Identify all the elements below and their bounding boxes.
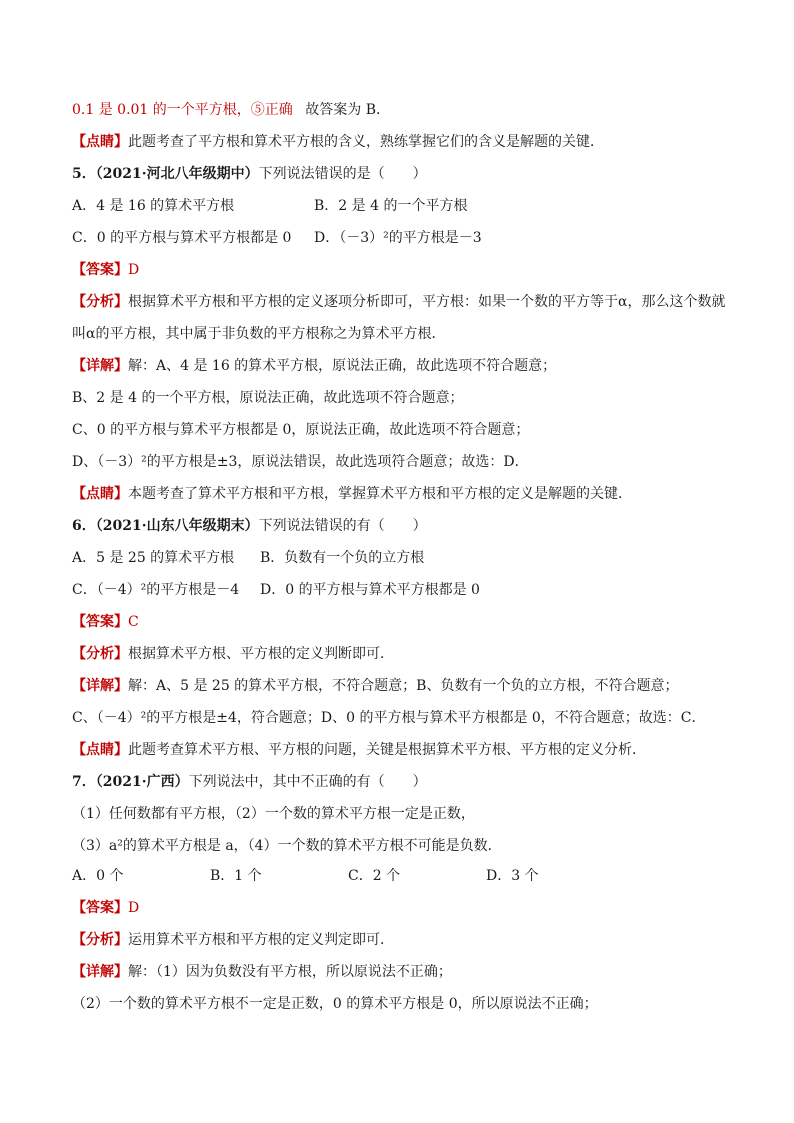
detail-text: （2）一个数的算术平方根不一定是正数，0 的算术平方根是 0，所以原说法不正确； [72, 996, 598, 1012]
detail-text: C、（－4）²的平方根是±4，符合题意；D、0 的平方根与算术平方根都是 0，不符合题意；故选：C． [72, 710, 706, 726]
option-d: D．3 个 [486, 868, 539, 884]
option-a: A．4 是 16 的算术平方根 [72, 198, 235, 214]
question-source: （2021·河北八年级期中） [95, 166, 259, 182]
analysis-text: 运用算术平方根和平方根的定义判定即可． [128, 932, 394, 948]
analysis-tag: 【分析】 [72, 646, 128, 662]
analysis-text: 根据算术平方根和平方根的定义逐项分析即可，平方根：如果一个数的平方等于α，那么这个数就 [128, 294, 726, 310]
comment-text: 此题考查了平方根和算术平方根的含义，熟练掌握它们的含义是解题的关键． [128, 134, 604, 150]
text-line [72, 100, 754, 120]
question-5 [72, 164, 754, 184]
detail-line [72, 676, 754, 696]
detail-line [72, 388, 754, 408]
answer-line [72, 260, 754, 280]
comment-tag: 【点睛】 [72, 486, 128, 502]
answer-note-tail: 故答案为 B． [305, 102, 390, 118]
analysis-line [72, 292, 754, 312]
comment-text: 此题考查算术平方根、平方根的问题，关键是根据算术平方根、平方根的定义分析． [128, 742, 646, 758]
question-number: 5． [72, 166, 96, 182]
detail-text: C、0 的平方根与算术平方根都是 0，原说法正确，故此选项不符合题意； [72, 422, 530, 438]
analysis-line [72, 644, 754, 664]
answer-value: C [128, 614, 139, 630]
comment-line [72, 740, 754, 760]
detail-line [72, 420, 754, 440]
detail-line [72, 452, 754, 472]
statement-text: （3）a²的算术平方根是 a，（4）一个数的算术平方根不可能是负数． [72, 838, 502, 854]
question-number: 7． [72, 774, 96, 790]
analysis-tag: 【分析】 [72, 932, 128, 948]
question-7 [72, 772, 754, 792]
option-b: B．1 个 [210, 868, 262, 884]
options-row [72, 866, 754, 886]
question-source: （2021·广西） [95, 774, 189, 790]
detail-line [72, 962, 754, 982]
analysis-tag: 【分析】 [72, 294, 128, 310]
analysis-line-cont [72, 324, 754, 344]
answer-line [72, 612, 754, 632]
options-row [72, 196, 754, 216]
comment-text: 本题考查了算术平方根和平方根，掌握算术平方根和平方根的定义是解题的关键． [128, 486, 632, 502]
answer-line [72, 898, 754, 918]
option-b: B．2 是 4 的一个平方根 [314, 198, 468, 214]
question-text: 下列说法中，其中不正确的有（ ） [188, 774, 427, 790]
statement-line [72, 804, 754, 824]
option-c: C．（－4）²的平方根是－4 [72, 582, 240, 598]
detail-text: D、（－3）²的平方根是±3，原说法错误，故此选项符合题意；故选：D． [72, 454, 529, 470]
statement-text: （1）任何数都有平方根，（2）一个数的算术平方根一定是正数， [72, 806, 475, 822]
comment-tag: 【点睛】 [72, 134, 128, 150]
answer-value: D [128, 900, 140, 916]
option-a: A．5 是 25 的算术平方根 [72, 550, 235, 566]
detail-text: 解：（1）因为负数没有平方根，所以原说法不正确； [128, 964, 452, 980]
option-d: D．（－3）²的平方根是－3 [314, 230, 482, 246]
answer-value: D [128, 262, 140, 278]
option-c: C．0 的平方根与算术平方根都是 0 [72, 230, 292, 246]
comment-tag: 【点睛】 [72, 742, 128, 758]
analysis-text-cont: 叫α的平方根，其中属于非负数的平方根称之为算术平方根． [72, 326, 446, 342]
statement-line [72, 836, 754, 856]
analysis-text: 根据算术平方根、平方根的定义判断即可． [128, 646, 394, 662]
detail-tag: 【详解】 [72, 964, 128, 980]
option-a: A．0 个 [72, 868, 124, 884]
answer-tag: 【答案】 [72, 262, 128, 278]
answer-tag: 【答案】 [72, 900, 128, 916]
comment-line [72, 484, 754, 504]
question-text: 下列说法错误的是（ ） [258, 166, 427, 182]
question-text: 下列说法错误的有（ ） [258, 518, 427, 534]
comment-line [72, 132, 754, 152]
options-row [72, 228, 754, 248]
detail-line [72, 994, 754, 1014]
option-b: B．负数有一个负的立方根 [260, 550, 425, 566]
answer-note: 0.1 是 0.01 的一个平方根，⑤正确 [72, 102, 293, 118]
detail-line [72, 356, 754, 376]
option-d: D．0 的平方根与算术平方根都是 0 [260, 582, 480, 598]
question-6 [72, 516, 754, 536]
question-number: 6． [72, 518, 96, 534]
analysis-line [72, 930, 754, 950]
question-source: （2021·山东八年级期末） [95, 518, 259, 534]
answer-tag: 【答案】 [72, 614, 128, 630]
detail-line [72, 708, 754, 728]
options-row [72, 548, 754, 568]
options-row [72, 580, 754, 600]
detail-text: 解：A、4 是 16 的算术平方根，原说法正确，故此选项不符合题意； [128, 358, 557, 374]
option-c: C．2 个 [348, 868, 401, 884]
detail-text: 解：A、5 是 25 的算术平方根，不符合题意；B、负数有一个负的立方根，不符合题意； [128, 678, 679, 694]
detail-text: B、2 是 4 的一个平方根，原说法正确，故此选项不符合题意； [72, 390, 464, 406]
detail-tag: 【详解】 [72, 678, 128, 694]
detail-tag: 【详解】 [72, 358, 128, 374]
